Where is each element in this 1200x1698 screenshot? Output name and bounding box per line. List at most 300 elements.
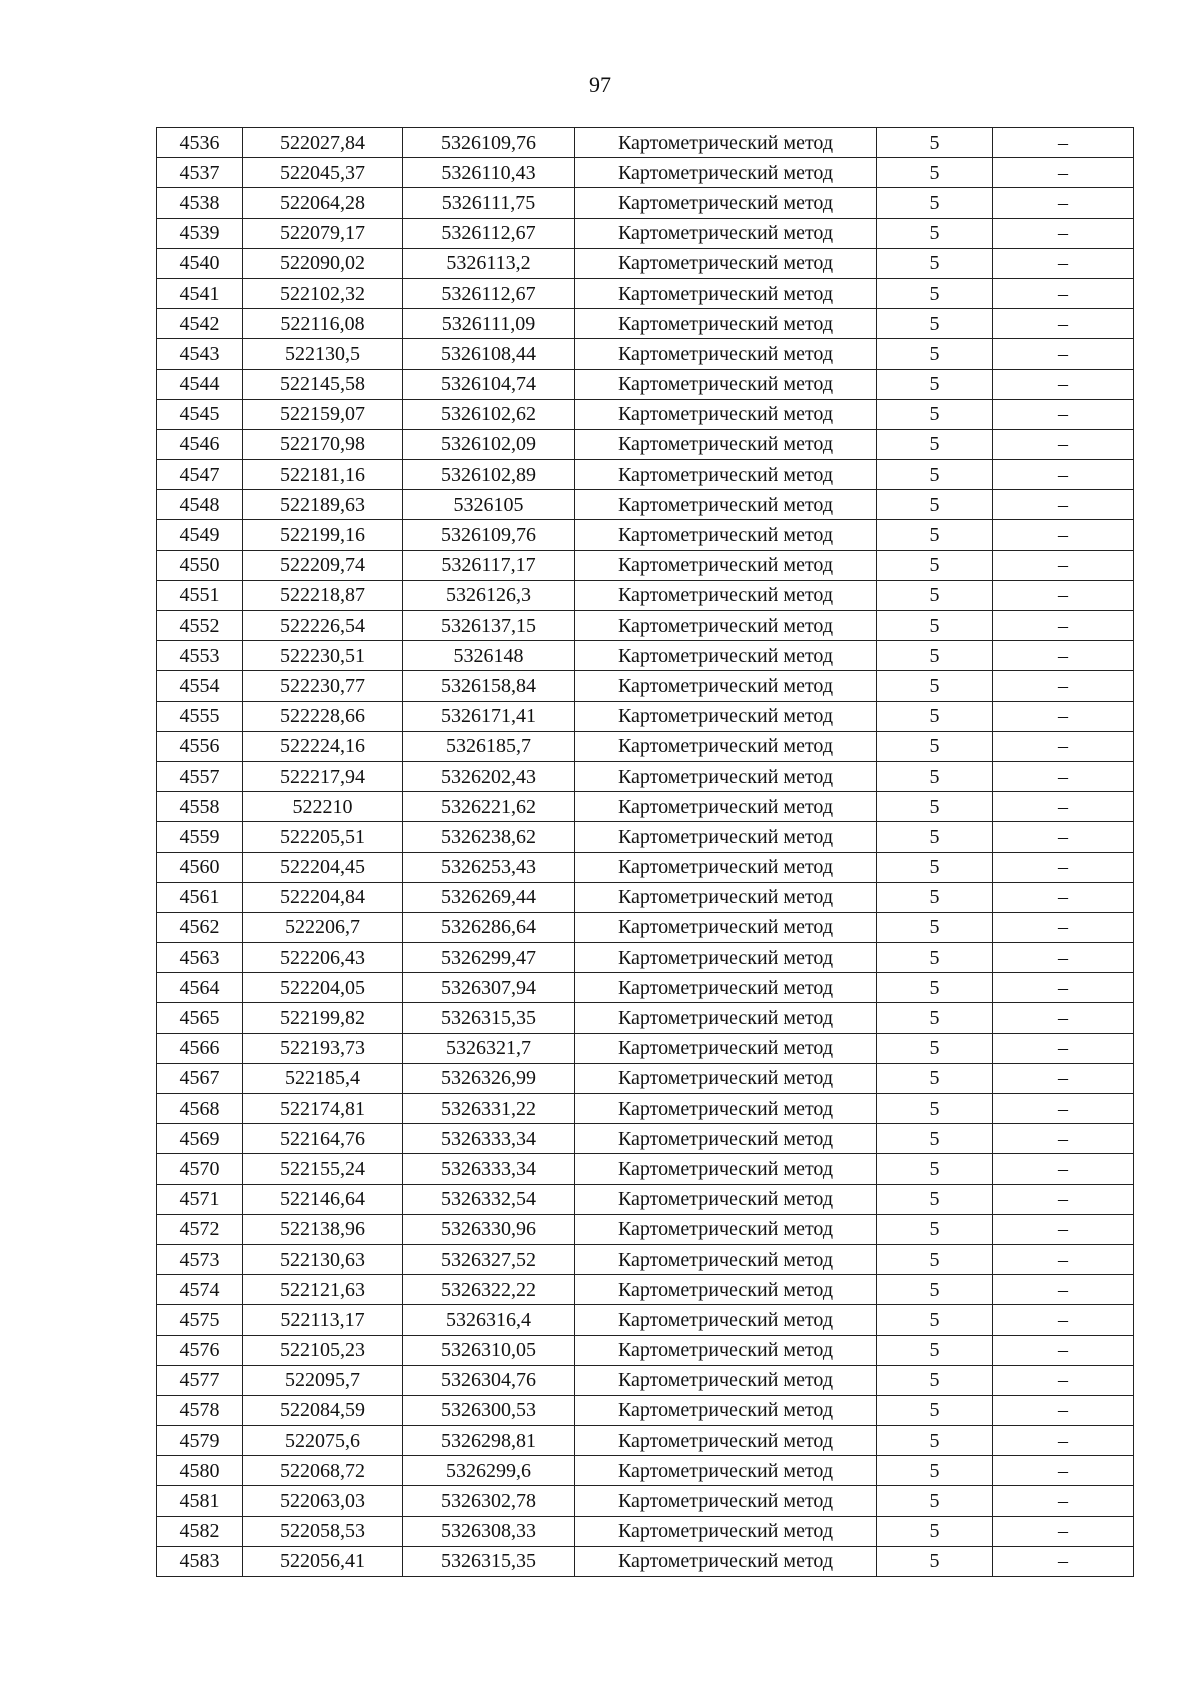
accuracy-cell: 5 [877,1365,993,1395]
y-coordinate-cell: 5326300,53 [403,1395,575,1425]
x-coordinate-cell: 522193,73 [243,1033,403,1063]
y-coordinate-cell: 5326302,78 [403,1486,575,1516]
x-coordinate-cell: 522217,94 [243,761,403,791]
note-cell: – [993,550,1134,580]
accuracy-cell: 5 [877,1003,993,1033]
point-number-cell: 4560 [157,852,243,882]
note-cell: – [993,822,1134,852]
y-coordinate-cell: 5326111,09 [403,309,575,339]
point-number-cell: 4578 [157,1395,243,1425]
method-cell: Картометрический метод [575,188,877,218]
x-coordinate-cell: 522116,08 [243,309,403,339]
x-coordinate-cell: 522084,59 [243,1395,403,1425]
accuracy-cell: 5 [877,943,993,973]
accuracy-cell: 5 [877,731,993,761]
accuracy-cell: 5 [877,641,993,671]
method-cell: Картометрический метод [575,218,877,248]
point-number-cell: 4553 [157,641,243,671]
accuracy-cell: 5 [877,550,993,580]
table-row [157,1033,1134,1063]
accuracy-cell: 5 [877,460,993,490]
method-cell: Картометрический метод [575,490,877,520]
x-coordinate-cell: 522075,6 [243,1426,403,1456]
accuracy-cell: 5 [877,248,993,278]
point-number-cell: 4565 [157,1003,243,1033]
method-cell: Картометрический метод [575,1395,877,1425]
point-number-cell: 4555 [157,701,243,731]
x-coordinate-cell: 522206,7 [243,912,403,942]
y-coordinate-cell: 5326308,33 [403,1516,575,1546]
note-cell: – [993,1395,1134,1425]
point-number-cell: 4537 [157,158,243,188]
accuracy-cell: 5 [877,128,993,158]
x-coordinate-cell: 522058,53 [243,1516,403,1546]
method-cell: Картометрический метод [575,1063,877,1093]
method-cell: Картометрический метод [575,761,877,791]
table-row [157,490,1134,520]
table-row [157,1335,1134,1365]
method-cell: Картометрический метод [575,1094,877,1124]
y-coordinate-cell: 5326109,76 [403,520,575,550]
method-cell: Картометрический метод [575,550,877,580]
point-number-cell: 4562 [157,912,243,942]
accuracy-cell: 5 [877,1214,993,1244]
x-coordinate-cell: 522185,4 [243,1063,403,1093]
point-number-cell: 4564 [157,973,243,1003]
point-number-cell: 4576 [157,1335,243,1365]
y-coordinate-cell: 5326102,89 [403,460,575,490]
note-cell: – [993,1124,1134,1154]
y-coordinate-cell: 5326307,94 [403,973,575,1003]
table-body [157,128,1134,1577]
point-number-cell: 4582 [157,1516,243,1546]
x-coordinate-cell: 522102,32 [243,278,403,308]
method-cell: Картометрический метод [575,1124,877,1154]
x-coordinate-cell: 522164,76 [243,1124,403,1154]
method-cell: Картометрический метод [575,1214,877,1244]
point-number-cell: 4536 [157,128,243,158]
y-coordinate-cell: 5326137,15 [403,611,575,641]
point-number-cell: 4545 [157,399,243,429]
point-number-cell: 4538 [157,188,243,218]
note-cell: – [993,1244,1134,1274]
point-number-cell: 4547 [157,460,243,490]
accuracy-cell: 5 [877,1335,993,1365]
note-cell: – [993,671,1134,701]
point-number-cell: 4571 [157,1184,243,1214]
y-coordinate-cell: 5326102,62 [403,399,575,429]
point-number-cell: 4568 [157,1094,243,1124]
note-cell: – [993,852,1134,882]
x-coordinate-cell: 522204,45 [243,852,403,882]
x-coordinate-cell: 522181,16 [243,460,403,490]
method-cell: Картометрический метод [575,731,877,761]
note-cell: – [993,1546,1134,1576]
table-row [157,822,1134,852]
point-number-cell: 4567 [157,1063,243,1093]
method-cell: Картометрический метод [575,429,877,459]
table-row [157,218,1134,248]
y-coordinate-cell: 5326315,35 [403,1546,575,1576]
y-coordinate-cell: 5326111,75 [403,188,575,218]
y-coordinate-cell: 5326286,64 [403,912,575,942]
point-number-cell: 4569 [157,1124,243,1154]
point-number-cell: 4539 [157,218,243,248]
accuracy-cell: 5 [877,218,993,248]
x-coordinate-cell: 522230,77 [243,671,403,701]
x-coordinate-cell: 522204,84 [243,882,403,912]
table-row [157,671,1134,701]
note-cell: – [993,731,1134,761]
method-cell: Картометрический метод [575,852,877,882]
accuracy-cell: 5 [877,580,993,610]
point-number-cell: 4541 [157,278,243,308]
point-number-cell: 4561 [157,882,243,912]
y-coordinate-cell: 5326326,99 [403,1063,575,1093]
method-cell: Картометрический метод [575,671,877,701]
accuracy-cell: 5 [877,158,993,188]
x-coordinate-cell: 522199,82 [243,1003,403,1033]
point-number-cell: 4574 [157,1275,243,1305]
method-cell: Картометрический метод [575,792,877,822]
accuracy-cell: 5 [877,399,993,429]
accuracy-cell: 5 [877,973,993,1003]
accuracy-cell: 5 [877,1305,993,1335]
x-coordinate-cell: 522224,16 [243,731,403,761]
note-cell: – [993,490,1134,520]
method-cell: Картометрический метод [575,973,877,1003]
accuracy-cell: 5 [877,1275,993,1305]
x-coordinate-cell: 522145,58 [243,369,403,399]
accuracy-cell: 5 [877,1094,993,1124]
table-row [157,1426,1134,1456]
point-number-cell: 4548 [157,490,243,520]
point-number-cell: 4558 [157,792,243,822]
y-coordinate-cell: 5326299,47 [403,943,575,973]
method-cell: Картометрический метод [575,1184,877,1214]
x-coordinate-cell: 522210 [243,792,403,822]
x-coordinate-cell: 522189,63 [243,490,403,520]
note-cell: – [993,1456,1134,1486]
table-row [157,1063,1134,1093]
note-cell: – [993,339,1134,369]
y-coordinate-cell: 5326113,2 [403,248,575,278]
table-row [157,1184,1134,1214]
note-cell: – [993,1094,1134,1124]
method-cell: Картометрический метод [575,1305,877,1335]
method-cell: Картометрический метод [575,641,877,671]
x-coordinate-cell: 522209,74 [243,550,403,580]
method-cell: Картометрический метод [575,1003,877,1033]
note-cell: – [993,1214,1134,1244]
accuracy-cell: 5 [877,369,993,399]
note-cell: – [993,1063,1134,1093]
table-row [157,520,1134,550]
point-number-cell: 4552 [157,611,243,641]
x-coordinate-cell: 522205,51 [243,822,403,852]
x-coordinate-cell: 522064,28 [243,188,403,218]
table-row [157,580,1134,610]
point-number-cell: 4549 [157,520,243,550]
table-row [157,792,1134,822]
point-number-cell: 4579 [157,1426,243,1456]
accuracy-cell: 5 [877,1426,993,1456]
method-cell: Картометрический метод [575,1154,877,1184]
x-coordinate-cell: 522228,66 [243,701,403,731]
note-cell: – [993,1003,1134,1033]
x-coordinate-cell: 522218,87 [243,580,403,610]
y-coordinate-cell: 5326238,62 [403,822,575,852]
table-row [157,1124,1134,1154]
point-number-cell: 4583 [157,1546,243,1576]
point-number-cell: 4551 [157,580,243,610]
note-cell: – [993,309,1134,339]
x-coordinate-cell: 522130,5 [243,339,403,369]
method-cell: Картометрический метод [575,611,877,641]
table-row [157,1275,1134,1305]
y-coordinate-cell: 5326158,84 [403,671,575,701]
table-row [157,641,1134,671]
note-cell: – [993,1275,1134,1305]
y-coordinate-cell: 5326332,54 [403,1184,575,1214]
x-coordinate-cell: 522113,17 [243,1305,403,1335]
table-row [157,248,1134,278]
coordinates-table [156,127,1134,1577]
note-cell: – [993,882,1134,912]
point-number-cell: 4557 [157,761,243,791]
x-coordinate-cell: 522090,02 [243,248,403,278]
x-coordinate-cell: 522159,07 [243,399,403,429]
note-cell: – [993,278,1134,308]
x-coordinate-cell: 522079,17 [243,218,403,248]
y-coordinate-cell: 5326316,4 [403,1305,575,1335]
table-row [157,309,1134,339]
table-row [157,611,1134,641]
accuracy-cell: 5 [877,339,993,369]
y-coordinate-cell: 5326112,67 [403,278,575,308]
point-number-cell: 4554 [157,671,243,701]
note-cell: – [993,792,1134,822]
note-cell: – [993,1154,1134,1184]
x-coordinate-cell: 522226,54 [243,611,403,641]
note-cell: – [993,1033,1134,1063]
y-coordinate-cell: 5326148 [403,641,575,671]
method-cell: Картометрический метод [575,399,877,429]
method-cell: Картометрический метод [575,1516,877,1546]
table-row [157,158,1134,188]
accuracy-cell: 5 [877,1154,993,1184]
table-row [157,399,1134,429]
note-cell: – [993,218,1134,248]
x-coordinate-cell: 522199,16 [243,520,403,550]
table-row [157,1365,1134,1395]
method-cell: Картометрический метод [575,1456,877,1486]
y-coordinate-cell: 5326104,74 [403,369,575,399]
accuracy-cell: 5 [877,1486,993,1516]
note-cell: – [993,943,1134,973]
method-cell: Картометрический метод [575,248,877,278]
y-coordinate-cell: 5326310,05 [403,1335,575,1365]
table-row [157,460,1134,490]
x-coordinate-cell: 522174,81 [243,1094,403,1124]
y-coordinate-cell: 5326298,81 [403,1426,575,1456]
point-number-cell: 4540 [157,248,243,278]
note-cell: – [993,520,1134,550]
accuracy-cell: 5 [877,1516,993,1546]
table-row [157,701,1134,731]
table-row [157,339,1134,369]
method-cell: Картометрический метод [575,580,877,610]
accuracy-cell: 5 [877,1063,993,1093]
y-coordinate-cell: 5326333,34 [403,1124,575,1154]
table-row [157,1094,1134,1124]
table-row [157,943,1134,973]
y-coordinate-cell: 5326117,17 [403,550,575,580]
method-cell: Картометрический метод [575,1033,877,1063]
note-cell: – [993,1516,1134,1546]
note-cell: – [993,399,1134,429]
note-cell: – [993,641,1134,671]
table-row [157,550,1134,580]
note-cell: – [993,761,1134,791]
x-coordinate-cell: 522155,24 [243,1154,403,1184]
note-cell: – [993,1335,1134,1365]
accuracy-cell: 5 [877,490,993,520]
point-number-cell: 4570 [157,1154,243,1184]
point-number-cell: 4566 [157,1033,243,1063]
point-number-cell: 4542 [157,309,243,339]
x-coordinate-cell: 522146,64 [243,1184,403,1214]
point-number-cell: 4544 [157,369,243,399]
accuracy-cell: 5 [877,278,993,308]
point-number-cell: 4556 [157,731,243,761]
method-cell: Картометрический метод [575,701,877,731]
table-row [157,1546,1134,1576]
note-cell: – [993,158,1134,188]
x-coordinate-cell: 522027,84 [243,128,403,158]
y-coordinate-cell: 5326202,43 [403,761,575,791]
method-cell: Картометрический метод [575,1486,877,1516]
y-coordinate-cell: 5326333,34 [403,1154,575,1184]
y-coordinate-cell: 5326327,52 [403,1244,575,1274]
method-cell: Картометрический метод [575,460,877,490]
y-coordinate-cell: 5326185,7 [403,731,575,761]
accuracy-cell: 5 [877,792,993,822]
y-coordinate-cell: 5326102,09 [403,429,575,459]
point-number-cell: 4559 [157,822,243,852]
point-number-cell: 4572 [157,1214,243,1244]
table-row [157,188,1134,218]
accuracy-cell: 5 [877,822,993,852]
note-cell: – [993,1486,1134,1516]
x-coordinate-cell: 522121,63 [243,1275,403,1305]
note-cell: – [993,1305,1134,1335]
x-coordinate-cell: 522230,51 [243,641,403,671]
point-number-cell: 4575 [157,1305,243,1335]
page-number: 97 [589,72,611,97]
y-coordinate-cell: 5326110,43 [403,158,575,188]
accuracy-cell: 5 [877,429,993,459]
y-coordinate-cell: 5326330,96 [403,1214,575,1244]
method-cell: Картометрический метод [575,158,877,188]
note-cell: – [993,912,1134,942]
accuracy-cell: 5 [877,1456,993,1486]
note-cell: – [993,1365,1134,1395]
y-coordinate-cell: 5326253,43 [403,852,575,882]
x-coordinate-cell: 522056,41 [243,1546,403,1576]
y-coordinate-cell: 5326321,7 [403,1033,575,1063]
table-row [157,1305,1134,1335]
note-cell: – [993,701,1134,731]
accuracy-cell: 5 [877,761,993,791]
table-row [157,1486,1134,1516]
accuracy-cell: 5 [877,188,993,218]
method-cell: Картометрический метод [575,882,877,912]
method-cell: Картометрический метод [575,1275,877,1305]
y-coordinate-cell: 5326322,22 [403,1275,575,1305]
x-coordinate-cell: 522095,7 [243,1365,403,1395]
x-coordinate-cell: 522105,23 [243,1335,403,1365]
accuracy-cell: 5 [877,1184,993,1214]
y-coordinate-cell: 5326108,44 [403,339,575,369]
y-coordinate-cell: 5326315,35 [403,1003,575,1033]
note-cell: – [993,460,1134,490]
y-coordinate-cell: 5326304,76 [403,1365,575,1395]
accuracy-cell: 5 [877,1124,993,1154]
table-row [157,128,1134,158]
method-cell: Картометрический метод [575,339,877,369]
table-row [157,731,1134,761]
accuracy-cell: 5 [877,1546,993,1576]
accuracy-cell: 5 [877,1033,993,1063]
accuracy-cell: 5 [877,309,993,339]
table-row [157,369,1134,399]
note-cell: – [993,248,1134,278]
note-cell: – [993,369,1134,399]
y-coordinate-cell: 5326171,41 [403,701,575,731]
y-coordinate-cell: 5326109,76 [403,128,575,158]
point-number-cell: 4543 [157,339,243,369]
accuracy-cell: 5 [877,1395,993,1425]
x-coordinate-cell: 522170,98 [243,429,403,459]
table-row [157,1456,1134,1486]
table-row [157,973,1134,1003]
x-coordinate-cell: 522204,05 [243,973,403,1003]
table-row [157,912,1134,942]
accuracy-cell: 5 [877,611,993,641]
method-cell: Картометрический метод [575,912,877,942]
point-number-cell: 4563 [157,943,243,973]
table-row [157,882,1134,912]
y-coordinate-cell: 5326221,62 [403,792,575,822]
accuracy-cell: 5 [877,912,993,942]
method-cell: Картометрический метод [575,1546,877,1576]
y-coordinate-cell: 5326105 [403,490,575,520]
accuracy-cell: 5 [877,1244,993,1274]
point-number-cell: 4550 [157,550,243,580]
table-row [157,1003,1134,1033]
accuracy-cell: 5 [877,671,993,701]
point-number-cell: 4546 [157,429,243,459]
note-cell: – [993,973,1134,1003]
x-coordinate-cell: 522138,96 [243,1214,403,1244]
y-coordinate-cell: 5326269,44 [403,882,575,912]
table-row [157,278,1134,308]
point-number-cell: 4577 [157,1365,243,1395]
point-number-cell: 4573 [157,1244,243,1274]
note-cell: – [993,1426,1134,1456]
note-cell: – [993,1184,1134,1214]
